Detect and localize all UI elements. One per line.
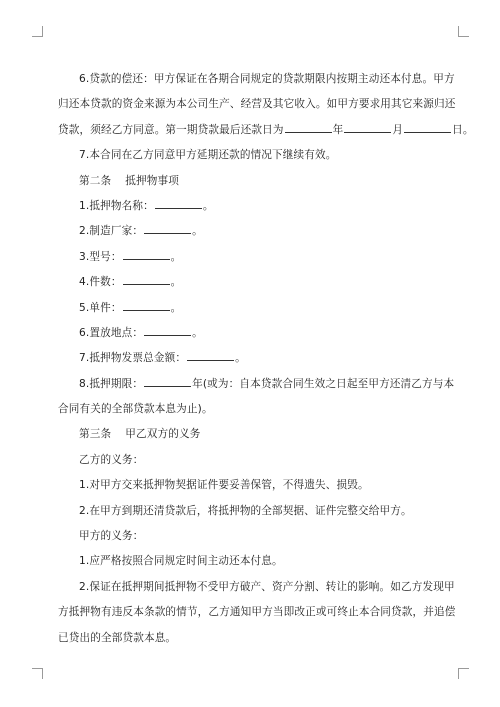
year-blank[interactable]: [285, 121, 332, 133]
period: 。: [170, 301, 182, 314]
model-blank[interactable]: [123, 248, 170, 260]
party-a-obligations-title: 甲方的义务：: [79, 530, 144, 543]
day-label: 日。: [452, 123, 474, 136]
period: 。: [202, 199, 214, 212]
party-b-obligation: 2.在甲方到期还清贷款后，将抵押物的全部契据、证件完整交给甲方。: [79, 504, 412, 517]
collateral-item: [58, 194, 442, 219]
article-2-number: 第二条: [79, 174, 112, 187]
clause-6-line-3: [58, 118, 474, 143]
period: 。: [235, 352, 246, 365]
collateral-item-label: 5.单件：: [79, 301, 122, 314]
month-blank[interactable]: [344, 121, 391, 133]
collateral-item-label: 1.抵押物名称：: [79, 199, 154, 212]
day-blank[interactable]: [404, 121, 451, 133]
period: 。: [170, 250, 182, 263]
invoice-amount-blank[interactable]: [187, 349, 234, 361]
collateral-term-text: 年(或为：自本贷款合同生效之日起至甲方还清乙方与本: [192, 377, 455, 390]
month-label: 月: [392, 123, 404, 136]
collateral-item-label: 7.抵押物发票总金额：: [79, 352, 187, 365]
collateral-item: [58, 346, 442, 371]
party-b-obligation: 1.对甲方交来抵押物契据证件要妥善保管，不得遗失、损毁。: [79, 479, 369, 492]
crop-mark-top-left: [32, 26, 43, 37]
party-a-obligation-2-line-3: 已贷出的全部贷款本息。: [58, 631, 177, 644]
location-blank[interactable]: [144, 324, 191, 336]
clause-7: 7.本合同在乙方同意甲方延期还款的情况下继续有效。: [79, 149, 337, 162]
article-3-heading: [58, 422, 442, 447]
crop-mark-bottom-left: [32, 668, 43, 679]
period: 。: [192, 225, 203, 238]
clause-6-repay-date-label: 贷款，须经乙方同意。第一期贷款最后还款日为: [58, 123, 284, 136]
clause-6-line-1: 6.贷款的偿还：甲方保证在各期合同规定的贷款期限内按期主动还本付息。甲方: [79, 73, 455, 85]
party-a-obligation-2-line-2: 方抵押物有违反本条款的情节，乙方通知甲方当即改正或可终止本合同贷款，并追偿: [58, 606, 456, 619]
collateral-item: [58, 270, 442, 295]
collateral-item: [58, 321, 442, 346]
collateral-name-blank[interactable]: [155, 197, 202, 209]
period: 。: [192, 326, 203, 339]
collateral-item-label: 3.型号：: [79, 250, 122, 263]
collateral-item-label: 6.置放地点：: [79, 326, 144, 339]
collateral-item: [58, 219, 442, 244]
collateral-term-line-2: 合同有关的全部贷款本息为止)。: [58, 403, 213, 416]
crop-mark-bottom-right: [458, 668, 469, 679]
unit-blank[interactable]: [123, 299, 170, 311]
collateral-item: [58, 296, 442, 321]
party-b-obligations-title: 乙方的义务：: [79, 453, 144, 466]
collateral-term-line-1: [58, 372, 455, 397]
party-a-obligation-2-line-1: 2.保证在抵押期间抵押物不受甲方破产、资产分割、转让的影响。如乙方发现甲: [79, 580, 455, 593]
clause-6-line-2: 归还本贷款的资金来源为本公司生产、经营及其它收入。如甲方要求用其它来源归还: [58, 98, 456, 111]
collateral-item-label: 4.件数：: [79, 276, 122, 289]
article-2-heading: [58, 169, 442, 194]
article-2-title: 抵押物事项: [125, 174, 179, 187]
document-body: [58, 67, 474, 651]
period: 。: [170, 276, 182, 289]
collateral-item: [58, 245, 442, 270]
collateral-term-label: 8.抵押期限：: [79, 377, 144, 390]
article-3-title: 甲乙双方的义务: [125, 428, 201, 441]
article-3-number: 第三条: [79, 428, 112, 441]
crop-mark-top-right: [458, 26, 469, 37]
year-label: 年: [332, 123, 344, 136]
quantity-blank[interactable]: [123, 273, 170, 285]
collateral-item-label: 2.制造厂家：: [79, 225, 144, 238]
manufacturer-blank[interactable]: [144, 222, 191, 234]
term-years-blank[interactable]: [144, 375, 191, 387]
party-a-obligation: 1.应严格按照合同规定时间主动还本付息。: [79, 555, 283, 568]
